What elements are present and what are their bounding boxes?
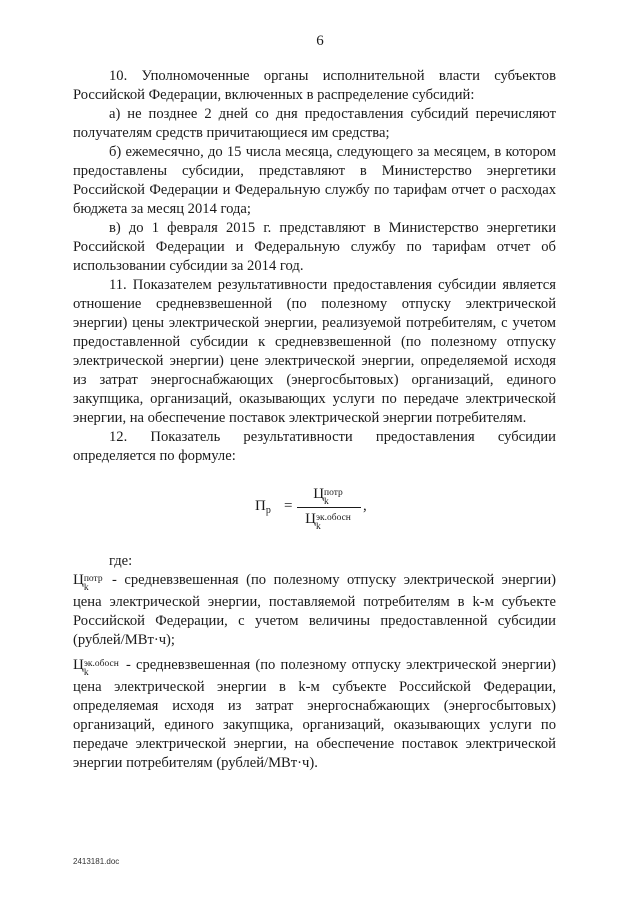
definition-potr-sup: потр — [83, 574, 103, 584]
definition-ekobosn-sup: эк.обосн — [83, 659, 119, 669]
definition-potr-indices — [84, 575, 103, 593]
definition-ekobosn-symbol: Ц — [73, 657, 84, 673]
formula-denominator — [297, 508, 361, 532]
definition-potr — [73, 571, 556, 650]
formula-trailing-comma: , — [363, 498, 367, 514]
paragraph-11: 11. Показателем результативности предоставления субсидии является отношение средневзвешенной (по полезному отпуску электрической энергии) цены электрической энергии, реализуемой потребителям, с учетом предоставленной субсидии к средневзвешенной (по полезному отпуску электрической энергии) цене электрической энергии, определяемой исходя из затрат энергоснабжающих (энергосбытовых) организаций, единого закупщика, организаций, оказывающих услуги по передаче электрической энергии, на обеспечение поставок электрической энергии потребителям. — [73, 277, 556, 426]
definition-ekobosn — [73, 656, 556, 773]
definition-ekobosn-text: - средневзвешенная (по полезному отпуску электрической энергии) цена электрической энергии в k-м субъекте Российской Федерации, определяемая исходя из затрат энергоснабжающих (энергосбытовых) организаций, единого закупщика, организаций, оказывающих услуги по передаче электрической энергии, на обеспечение поставок электрической энергии потребителям (рублей/МВт·ч). — [73, 657, 556, 771]
numerator-sup: потр — [324, 488, 343, 498]
definition-potr-symbol: Ц — [73, 572, 84, 588]
where-label: где: — [109, 553, 133, 569]
definition-ekobosn-indices — [84, 660, 119, 678]
formula-fraction — [297, 485, 361, 532]
formula-equals: = — [284, 498, 293, 514]
denominator-symbol: Ц — [305, 511, 316, 527]
numerator-indices — [324, 489, 343, 507]
definition-potr-text: - средневзвешенная (по полезному отпуску электрической энергии) цена электрической энергии, поставляемой потребителям в k-м субъекте Российской Федерации, с учетом величины предоставленной субсидии (рублей/МВт·ч); — [73, 572, 556, 648]
denominator-sub: k — [315, 522, 321, 532]
formula-lhs-sub: р — [265, 505, 271, 516]
footer-doc-code: 2413181.doc — [73, 857, 120, 866]
paragraph-10-v: в) до 1 февраля 2015 г. представляют в Министерство энергетики Российской Федерации и Федеральную службу по тарифам отчет об использовании субсидии за 2014 год. — [73, 220, 556, 274]
denominator-sup: эк.обосн — [315, 513, 351, 523]
definition-ekobosn-sub: k — [83, 668, 89, 678]
paragraph-10-b: б) ежемесячно, до 15 числа месяца, следующего за месяцем, в котором предоставлены субсидии, представляют в Министерство энергетики Российской Федерации и Федеральную службу по тарифам отчет о расходах бюджета за месяц 2014 года; — [73, 144, 556, 217]
denominator-indices — [316, 514, 351, 532]
formula-numerator — [297, 485, 361, 508]
numerator-sub: k — [324, 497, 329, 507]
formula-lhs-symbol: П — [255, 498, 266, 514]
paragraph-10-a: а) не позднее 2 дней со дня предоставления субсидий перечисляют получателям средств причитающиеся им средства; — [73, 106, 556, 141]
definition-potr-sub: k — [83, 583, 89, 593]
formula-lhs — [255, 497, 271, 520]
paragraph-10-intro: 10. Уполномоченные органы исполнительной власти субъектов Российской Федерации, включенных в распределение субсидий: — [73, 68, 556, 103]
page-number: 6 — [316, 33, 324, 49]
formula — [73, 485, 556, 533]
numerator-symbol: Ц — [313, 486, 325, 502]
paragraph-12: 12. Показатель результативности предоставления субсидии определяется по формуле: — [73, 429, 556, 464]
document-body — [73, 67, 556, 773]
